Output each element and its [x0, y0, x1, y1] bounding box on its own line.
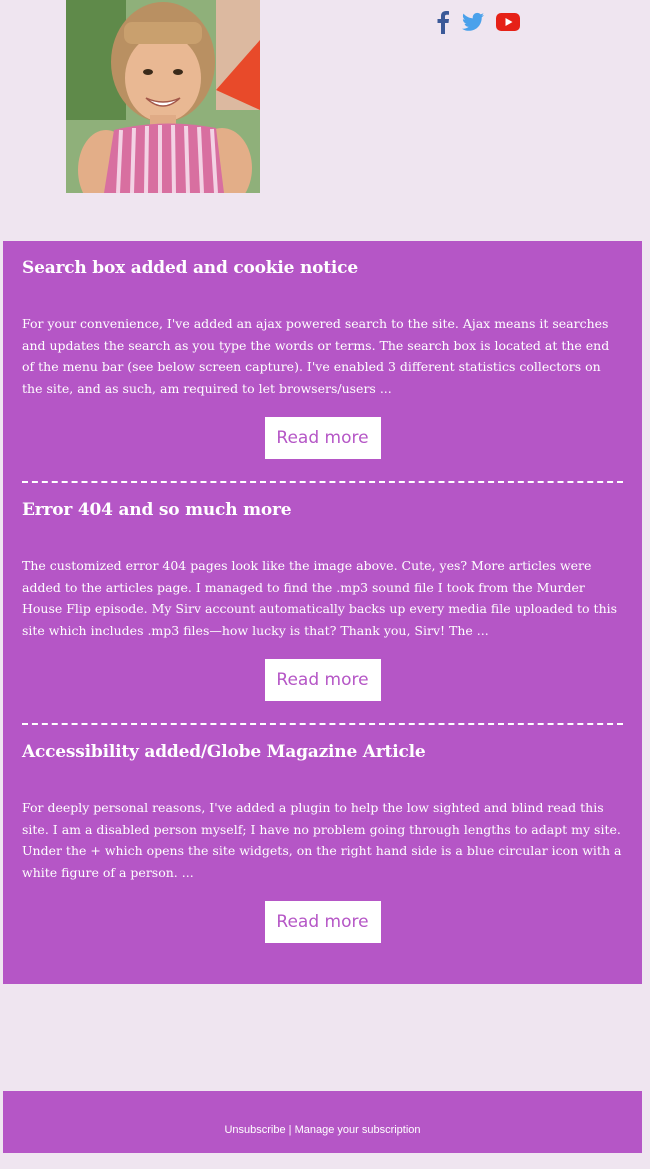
- read-more-wrapper: [22, 659, 623, 701]
- footer-separator: |: [285, 1124, 295, 1136]
- read-more-wrapper: [22, 417, 623, 459]
- girl-photo-illustration: [66, 0, 260, 193]
- post-excerpt: For deeply personal reasons, I've added a plugin to help the low sighted and blind read this site. I am a disabled person myself; I have no problem going through lengths to adapt my site. Under the + which opens the site widgets, on the right hand side is a blue circular icon with a white figure of a person. ...: [22, 800, 622, 880]
- twitter-icon[interactable]: [462, 12, 484, 32]
- post-item: [22, 241, 623, 483]
- social-links: [436, 10, 520, 34]
- post-item: [22, 483, 623, 725]
- post-excerpt: The customized error 404 pages look like the image above. Cute, yes? More articles were added to the articles page. I managed to find the .mp3 sound file I took from the Murder House Flip episode. My Sirv account automatically backs up every media file uploaded to this site which includes .mp3 files—how lucky is that? Thank you, Sirv! The ...: [22, 558, 618, 638]
- youtube-icon[interactable]: [496, 13, 520, 31]
- header-photo: [66, 0, 260, 193]
- post-title[interactable]: Search box added and cookie notice: [22, 258, 358, 278]
- post-excerpt: For your convenience, I've added an ajax powered search to the site. Ajax means it searches and updates the search as you type the words or terms. The search box is located at the end of the menu bar (see below screen capture). I've enabled 3 different statistics collectors on the site, and as such, am required to let browsers/users ...: [22, 316, 610, 396]
- post-item: [22, 725, 623, 943]
- read-more-button[interactable]: Read more: [265, 901, 381, 943]
- posts-container: [3, 241, 642, 984]
- read-more-button[interactable]: Read more: [265, 659, 381, 701]
- footer: [3, 1091, 642, 1153]
- manage-subscription-link[interactable]: Manage your subscription: [294, 1124, 421, 1136]
- read-more-wrapper: [22, 901, 623, 943]
- unsubscribe-link[interactable]: Unsubscribe: [224, 1124, 286, 1136]
- facebook-icon[interactable]: [436, 10, 450, 34]
- post-title[interactable]: Accessibility added/Globe Magazine Article: [22, 742, 426, 762]
- post-title[interactable]: Error 404 and so much more: [22, 500, 292, 520]
- read-more-button[interactable]: Read more: [265, 417, 381, 459]
